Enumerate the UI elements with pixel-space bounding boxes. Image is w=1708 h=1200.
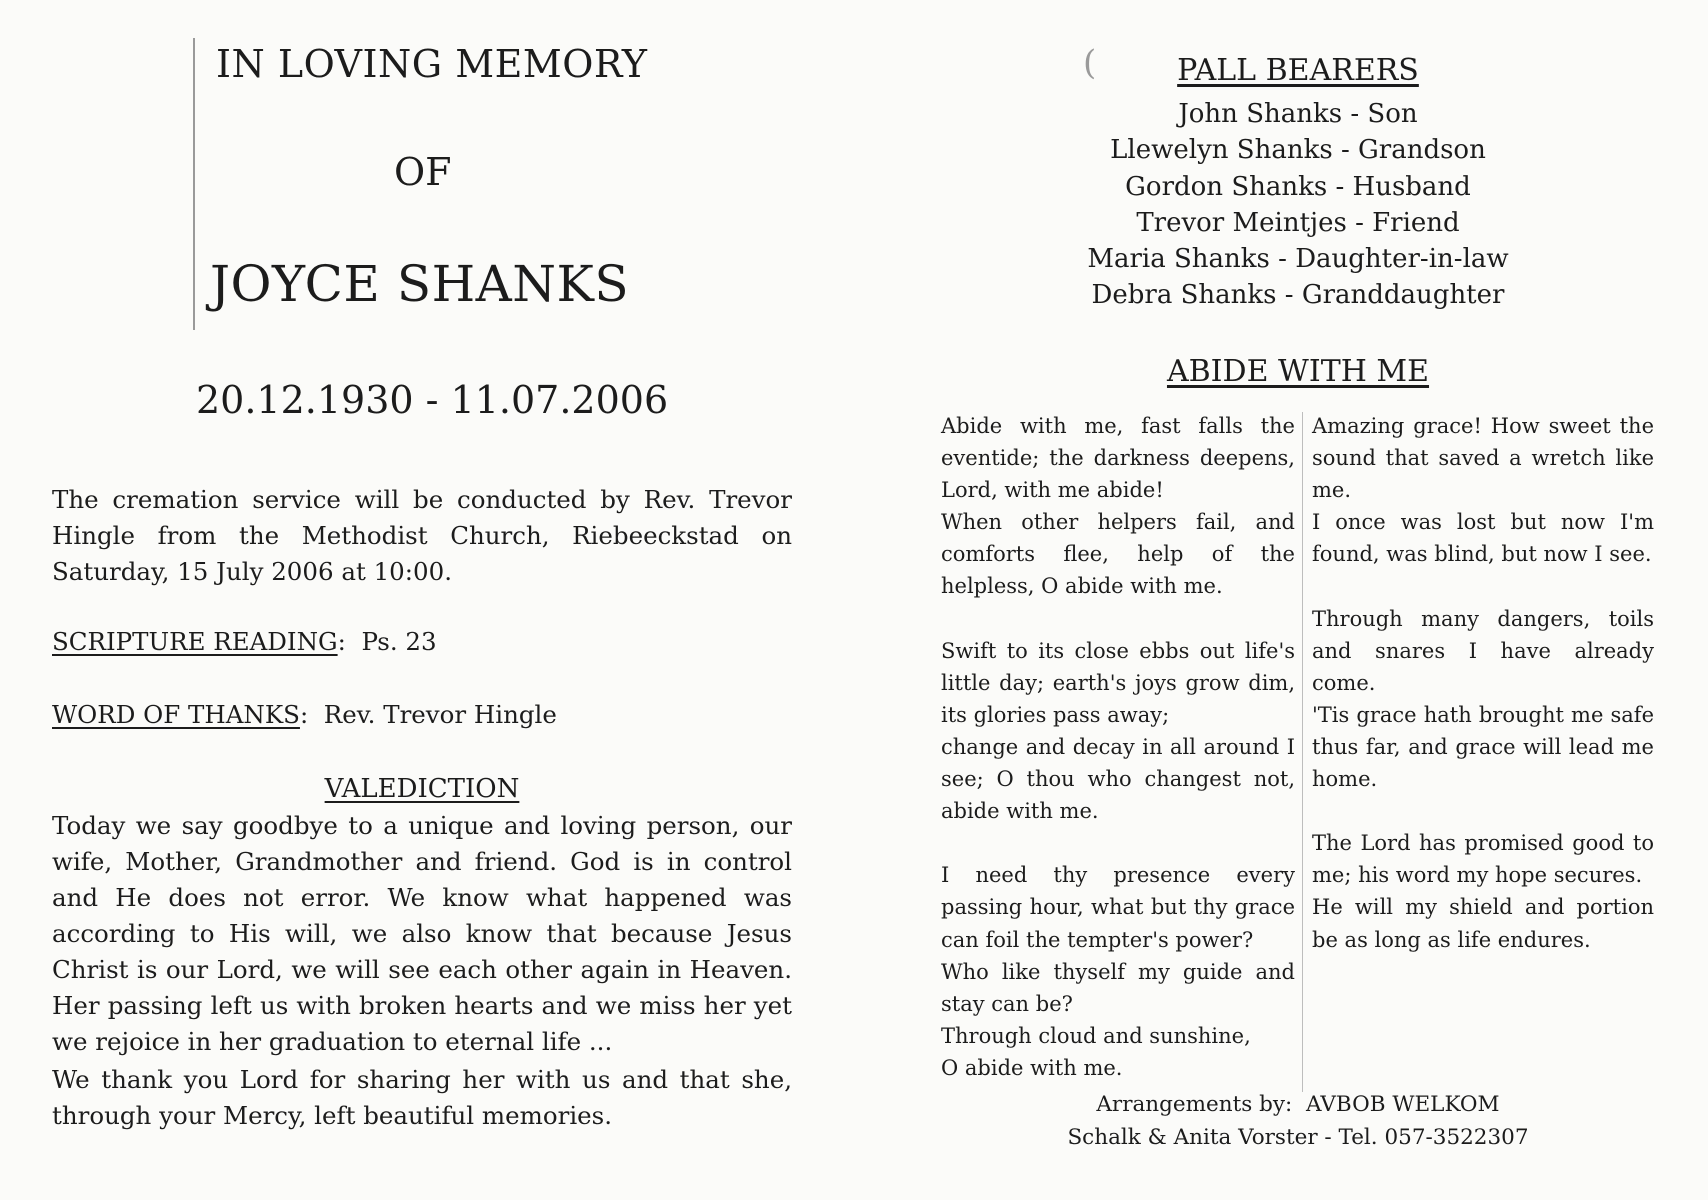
left-margin-line [193,38,195,330]
list-item: Llewelyn Shanks - Grandson [1110,135,1486,166]
memorial-heading-of: OF [394,150,452,194]
hymn-right-column [1312,410,1654,956]
pall-bearers-title: PALL BEARERS [1177,53,1419,88]
arrangements-label: Arrangements by: [1096,1092,1293,1117]
deceased-name: JOYCE SHANKS [210,255,630,313]
hymn-verse: change and decay in all around I see; O thou who changest not, abide with me. [941,734,1295,824]
hymn-verse: 'Tis grace hath brought me safe thus far, and grace will lead me home. [1312,702,1654,792]
hymn-verse: Swift to its close ebbs out life's little day; earth's joys grow dim, its glories pass away; [941,638,1295,727]
hymn-verse: He will my shield and portion be as long as life endures. [1312,895,1654,952]
hymn-column-divider [1302,412,1303,1092]
life-dates: 20.12.1930 - 11.07.2006 [196,378,669,422]
list-item: Gordon Shanks - Husband [1125,171,1471,202]
hymn-verse: The Lord has promised good to me; his word my hope secures. [1312,831,1654,888]
scripture-label: SCRIPTURE READING [52,627,338,656]
arrangements-line [940,1092,1656,1117]
binder-mark: ( [1083,43,1097,83]
list-item: Debra Shanks - Granddaughter [1091,280,1505,311]
hymn-verse: O abide with me. [941,1055,1123,1080]
thanks-value: Rev. Trevor Hingle [323,700,557,729]
arrangements-name: AVBOB WELKOM [1305,1092,1500,1117]
scripture-value: Ps. 23 [361,627,437,656]
service-details: The cremation service will be conducted by Rev. Trevor Hingle from the Methodist Church, Riebeeckstad on Saturday, 15 July 2006 at 10:00. [52,485,792,586]
hymn-verse: Who like thyself my guide and stay can be? [941,959,1295,1016]
valediction-paragraph-2: We thank you Lord for sharing her with us and that she, through your Mercy, left beautiful memories. [52,1065,792,1130]
hymn-verse: Abide with me, fast falls the eventide; the darkness deepens, Lord, with me abide! [941,414,1295,503]
word-of-thanks: WORD OF THANKS: Rev. Trevor Hingle [52,700,557,729]
hymn-verse: Through many dangers, toils and snares I have already come. [1312,606,1654,695]
valediction-paragraph-1: Today we say goodbye to a unique and loving person, our wife, Mother, Grandmother and friend. God is in control and He does not error. We know what happened was according to His will, we also know that because Jesus Christ is our Lord, we will see each other again in Heaven. Her passing left us with broken hearts and we miss her yet we rejoice in her graduation to eternal life ... [52,811,792,1056]
hymn-verse: Through cloud and sunshine, [941,1023,1251,1048]
pall-bearers-list [940,96,1656,314]
hymn-verse: Amazing grace! How sweet the sound that saved a wretch like me. [1312,414,1654,503]
list-item: Trevor Meintjes - Friend [1136,207,1460,238]
list-item: Maria Shanks - Daughter-in-law [1087,244,1509,275]
hymn-verse: I need thy presence every passing hour, what but thy grace can foil the tempter's power? [941,863,1295,952]
thanks-label: WORD OF THANKS [52,700,300,729]
arrangements-contact: Schalk & Anita Vorster - Tel. 057-3522307 [1067,1125,1529,1150]
list-item: John Shanks - Son [1178,99,1418,129]
valediction-title: VALEDICTION [324,774,520,804]
hymn-left-column [941,410,1295,1084]
scripture-reading: SCRIPTURE READING: Ps. 23 [52,627,437,656]
hymn-verse: I once was lost but now I'm found, was blind, but now I see. [1312,510,1654,567]
hymn-title: ABIDE WITH ME [1166,354,1430,389]
memorial-heading: IN LOVING MEMORY [216,42,648,86]
hymn-verse: When other helpers fail, and comforts flee, help of the helpless, O abide with me. [941,510,1295,599]
